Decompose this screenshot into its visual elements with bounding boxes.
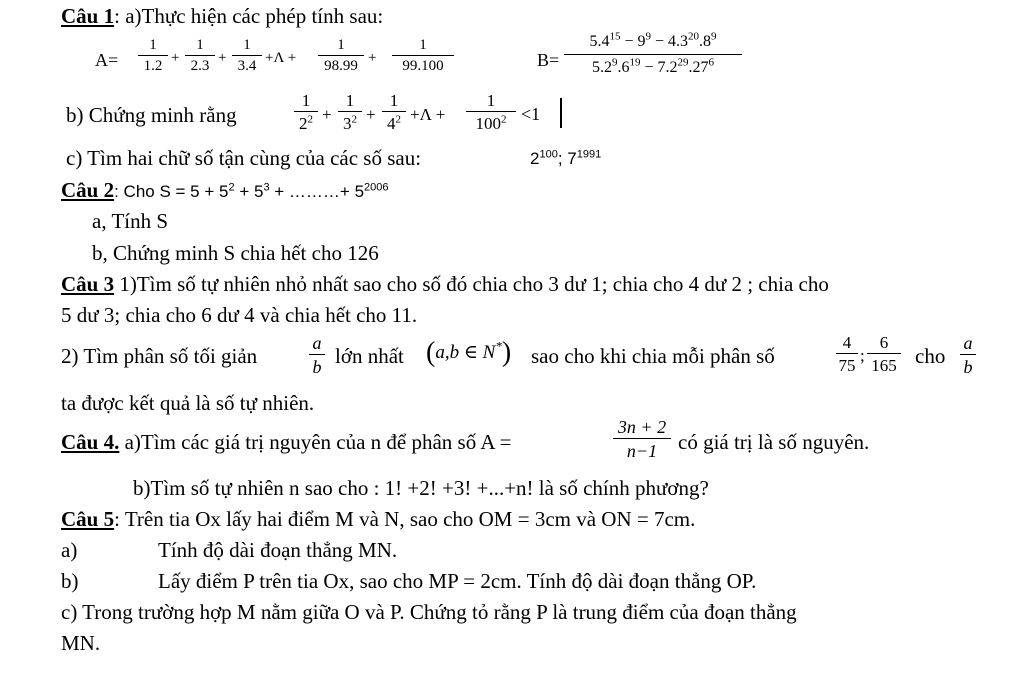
- fraction-numerator: a: [312, 333, 322, 353]
- fraction-denominator: [294, 112, 318, 132]
- q3-frac-6-165: [867, 334, 901, 374]
- q3-frac-4-75: [836, 334, 858, 374]
- q5-a-text: Tính độ dài đoạn thẳng MN.: [158, 538, 398, 562]
- fraction-denominator: [382, 112, 406, 132]
- q2-part-a: a, Tính S: [92, 209, 169, 233]
- q5-b-label: b): [61, 569, 79, 593]
- paren-open: (: [426, 337, 436, 368]
- q3-for: cho: [915, 344, 946, 368]
- q3-condition: [426, 337, 511, 369]
- fraction-numerator: 3n + 2: [617, 417, 667, 437]
- star: *: [495, 338, 502, 354]
- q4-line-a: [61, 430, 511, 455]
- fraction-denominator: [338, 112, 362, 132]
- ellipsis-symbol: +Λ +: [410, 105, 446, 124]
- base: 2: [299, 114, 308, 133]
- q4-heading: Câu 4.: [61, 430, 120, 454]
- q2-intro-line: [61, 178, 389, 203]
- semicolon: ;: [860, 346, 865, 365]
- fraction-denominator: 99.100: [402, 58, 444, 74]
- paren-close: ): [501, 337, 512, 368]
- expr-exp: 3: [263, 181, 270, 194]
- exponent: 2: [307, 113, 313, 126]
- exponent: 2: [395, 113, 401, 126]
- q1-b-term-3: [382, 92, 406, 132]
- fraction-numerator: 1: [337, 37, 345, 53]
- b-den-exp: 29: [677, 56, 689, 69]
- q3-line-1: [61, 272, 829, 297]
- b-den-part: .6: [617, 59, 630, 76]
- b-den-exp: 6: [708, 56, 715, 69]
- plus-sign: +: [368, 50, 377, 66]
- q1-part-a-intro: : a)Thực hiện các phép tính sau:: [114, 4, 384, 28]
- c-base: 2: [530, 149, 540, 168]
- fraction-denominator: b: [312, 357, 322, 377]
- q1-heading: Câu 1: [61, 4, 115, 28]
- q1-heading-line: [61, 4, 383, 29]
- q3-part2-start: 2) Tìm phân số tối giản: [61, 344, 258, 368]
- b-num-part: − 4.3: [651, 33, 689, 50]
- c-sep: ; 7: [557, 149, 577, 168]
- b-den-exp: 19: [629, 56, 641, 69]
- q1-A-label: A=: [95, 50, 119, 70]
- q1-A-term-2: [185, 38, 215, 74]
- q1-part-b: b) Chứng minh rằng: [66, 103, 237, 127]
- b-num-part: − 9: [620, 33, 646, 50]
- q1-b-term-2: [338, 92, 362, 132]
- fraction-denominator: [466, 112, 516, 132]
- fraction-numerator: 1: [345, 91, 355, 110]
- q3-line-2: 5 dư 3; chia cho 6 dư 4 và chia hết cho 11.: [61, 303, 418, 327]
- fraction-numerator: 1: [196, 37, 204, 53]
- expr-part: + ………+ 5: [269, 182, 365, 201]
- exponent: 2: [351, 113, 357, 126]
- expr-exp: 2006: [364, 181, 389, 194]
- q2-heading: Câu 2: [61, 178, 115, 202]
- condition-text: a,b ∈ N: [435, 342, 496, 363]
- q1-B-denominator: [564, 55, 742, 76]
- expr-part: : Cho S = 5 + 5: [114, 182, 229, 201]
- q1-B-label: B=: [537, 50, 560, 70]
- fraction-numerator: 1: [149, 37, 157, 53]
- fraction-numerator: a: [963, 333, 973, 353]
- b-den-part: − 7.2: [640, 59, 678, 76]
- q1-B-fraction: [564, 30, 742, 76]
- fraction-denominator: 98.99: [324, 58, 358, 74]
- fraction-numerator: 6: [879, 333, 889, 352]
- q3-part2-mid: lớn nhất: [335, 344, 404, 368]
- q1-B-numerator: [564, 30, 742, 54]
- plus-sign: +: [322, 105, 332, 124]
- fraction-denominator: 3.4: [237, 58, 257, 74]
- q5-intro: : Trên tia Ox lấy hai điểm M và N, sao cho OM = 3cm và ON = 7cm.: [114, 507, 696, 531]
- q1-A-term-1: [138, 38, 168, 74]
- fraction-denominator: n−1: [626, 441, 658, 461]
- q3-part2-mid2: sao cho khi chia mỗi phân số: [531, 344, 775, 368]
- b-num-exp: 20: [688, 30, 700, 43]
- q3-line1-text: 1)Tìm số tự nhiên nhỏ nhất sao cho số đó chia cho 3 dư 1; chia cho 4 dư 2 ; chia cho: [114, 272, 829, 296]
- b-num-exp: 9: [711, 30, 717, 43]
- q4-part-b: b)Tìm số tự nhiên n sao cho : 1! +2! +3! +...+n! là số chính phương?: [133, 476, 709, 500]
- q1-A-term-3: [232, 38, 262, 74]
- q5-intro-line: [61, 507, 695, 532]
- q4-a-end: có giá trị là số nguyên.: [678, 430, 870, 454]
- q5-a-label: a): [61, 538, 78, 562]
- q3-frac-ab: [309, 334, 325, 376]
- plus-sign: +: [171, 50, 180, 66]
- q4-a-start: a)Tìm các giá trị nguyên của n để phân số A =: [119, 430, 512, 454]
- b-den-part: 5.2: [591, 59, 612, 76]
- b-den-exp: 9: [611, 56, 618, 69]
- base: 100: [475, 114, 501, 133]
- q1-part-c: c) Tìm hai chữ số tận cùng của các số sau:: [66, 146, 422, 170]
- base: 4: [387, 114, 396, 133]
- q1-b-term-4: [466, 92, 516, 132]
- b-num-part: .8: [699, 33, 712, 50]
- q1-c-numbers: [530, 149, 601, 169]
- q4-fraction: [613, 418, 671, 460]
- expr-part: + 5: [234, 182, 264, 201]
- fraction-numerator: 1: [419, 37, 427, 53]
- fraction-denominator: 2.3: [190, 58, 210, 74]
- c-exp: 100: [539, 148, 558, 161]
- text-cursor: [560, 98, 562, 128]
- q5-c-line-2: MN.: [61, 631, 101, 655]
- b-num-part: 5.4: [589, 33, 610, 50]
- q3-heading: Câu 3: [61, 272, 115, 296]
- q5-heading: Câu 5: [61, 507, 115, 531]
- fraction-denominator: 1.2: [143, 58, 163, 74]
- plus-sign: +: [218, 50, 227, 66]
- fraction-numerator: 1: [301, 91, 311, 110]
- q1-A-term-5: [392, 38, 454, 74]
- c-exp: 1991: [576, 148, 602, 161]
- fraction-numerator: 4: [842, 333, 852, 352]
- b-num-exp: 15: [609, 30, 621, 43]
- expr-exp: 2: [228, 181, 235, 194]
- q2-part-b: b, Chứng minh S chia hết cho 126: [92, 241, 379, 265]
- q5-c-line-1: c) Trong trường hợp M nằm giữa O và P. Chứng tỏ rằng P là trung điểm của đoạn thẳng: [61, 600, 797, 624]
- q3-line-4: ta được kết quả là số tự nhiên.: [61, 391, 315, 415]
- q2-expression: [114, 182, 388, 201]
- q3-frac-ab-2: [960, 334, 976, 376]
- ellipsis-symbol: +Λ +: [265, 50, 297, 66]
- fraction-numerator: 1: [486, 91, 496, 110]
- b-num-exp: 9: [645, 30, 651, 43]
- q1-A-term-4: [318, 38, 364, 74]
- base: 3: [343, 114, 352, 133]
- q1-b-term-1: [294, 92, 318, 132]
- exponent: 2: [501, 113, 507, 126]
- fraction-denominator: 75: [838, 356, 856, 375]
- fraction-numerator: 1: [389, 91, 399, 110]
- fraction-numerator: 1: [243, 37, 251, 53]
- fraction-denominator: b: [963, 357, 973, 377]
- b-den-part: .27: [688, 59, 709, 76]
- q5-b-text: Lấy điểm P trên tia Ox, sao cho MP = 2cm. Tính độ dài đoạn thẳng OP.: [158, 569, 757, 593]
- q1-b-end: <1: [521, 104, 541, 124]
- plus-sign: +: [366, 105, 376, 124]
- fraction-denominator: 165: [871, 356, 897, 375]
